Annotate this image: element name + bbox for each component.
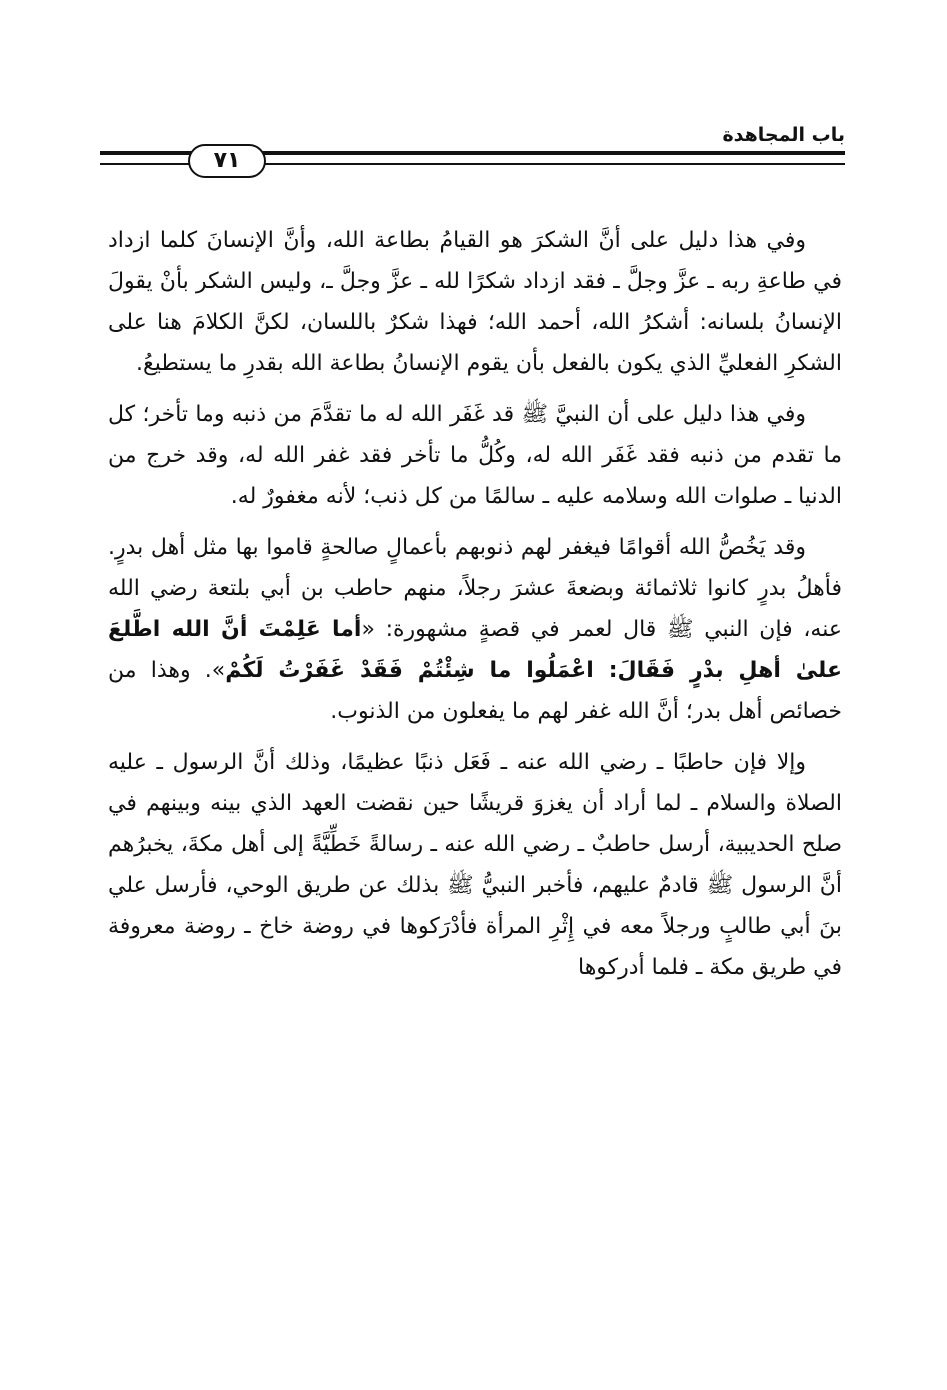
page-number: ٧١ <box>188 144 266 178</box>
header-rule-right-thick <box>262 151 845 155</box>
paragraph-2: وفي هذا دليل على أن النبيَّ ﷺ قد غَفَر الله له ما تقدَّمَ من ذنبه وما تأخر؛ كل ما تقدم من ذنبه فقد غَفَر الله له، وكُلُّ ما تأخر فقد غفر الله له، وقد خرج من الدنيا ـ صلوات الله وسلامه عليه ـ سالمًا من كل ذنب؛ لأنه مغفورٌ له. <box>108 402 842 509</box>
paragraph-3-intro: وقد يَخُصُّ الله أقوامًا فيغفر لهم ذنوبهم بأعمالٍ صالحةٍ قاموا بها مثل أهل بدرٍ. فأهلُ بدرٍ كانوا ثلاثمائة وبضعةَ عشرَ رجلاً، منهم حاطب بن أبي بلتعة رضي الله عنه، فإن النبي ﷺ قال لعمر في قصةٍ مشهورة: « <box>108 535 842 642</box>
header-rule-left-thick <box>100 151 192 155</box>
chapter-title: باب المجاهدة <box>722 124 845 146</box>
header-rule-right-thin <box>262 163 845 165</box>
page-header <box>100 120 845 190</box>
header-rule-left-thin <box>100 163 192 165</box>
hadith-quote: أما عَلِمْتَ أنَّ الله اطَّلعَ علىٰ أهلِ بدْرٍ فَقَالَ: اعْمَلُوا ما شِئْتُمْ فَقَدْ غَفَرْتُ لَكُمْ <box>108 617 842 683</box>
paragraph-3-outro: ». وهذا من خصائص أهل بدر؛ أنَّ الله غفر لهم ما يفعلون من الذنوب. <box>108 658 842 724</box>
main-text <box>108 220 842 988</box>
paragraph-4: وإلا فإن حاطبًا ـ رضي الله عنه ـ فَعَل ذنبًا عظيمًا، وذلك أنَّ الرسول ـ عليه الصلاة والسلام ـ لما أراد أن يغزوَ قريشًا حين نقضت العهد الذي بينه وبينهم في صلح الحديبية، أرسل حاطبٌ ـ رضي الله عنه ـ رسالةً خَطِّيَّةً إلى أهل مكةَ، يخبرُهم أنَّ الرسول ﷺ قادمٌ عليهم، فأخبر النبيُّ ﷺ بذلك عن طريق الوحي، فأرسل علي بنَ أبي طالبٍ ورجلاً معه في إِثْرِ المرأة فأدْرَكوها في روضة خاخ ـ روضة معروفة في طريق مكة ـ فلما أدركوها <box>108 750 842 980</box>
paragraph-3 <box>108 527 842 732</box>
paragraph-1: وفي هذا دليل على أنَّ الشكرَ هو القيامُ بطاعة الله، وأنَّ الإنسانَ كلما ازداد في طاعةِ ربه ـ عزَّ وجلَّ ـ فقد ازداد شكرًا لله ـ عزَّ وجلَّ ـ، وليس الشكر بأنْ يقولَ الإنسانُ بلسانه: أشكرُ الله، أحمد الله؛ فهذا شكرٌ باللسان، لكنَّ الكلامَ هنا على الشكرِ الفعليِّ الذي يكون بالفعل بأن يقوم الإنسانُ بطاعة الله بقدرِ ما يستطيعُ. <box>108 228 842 376</box>
